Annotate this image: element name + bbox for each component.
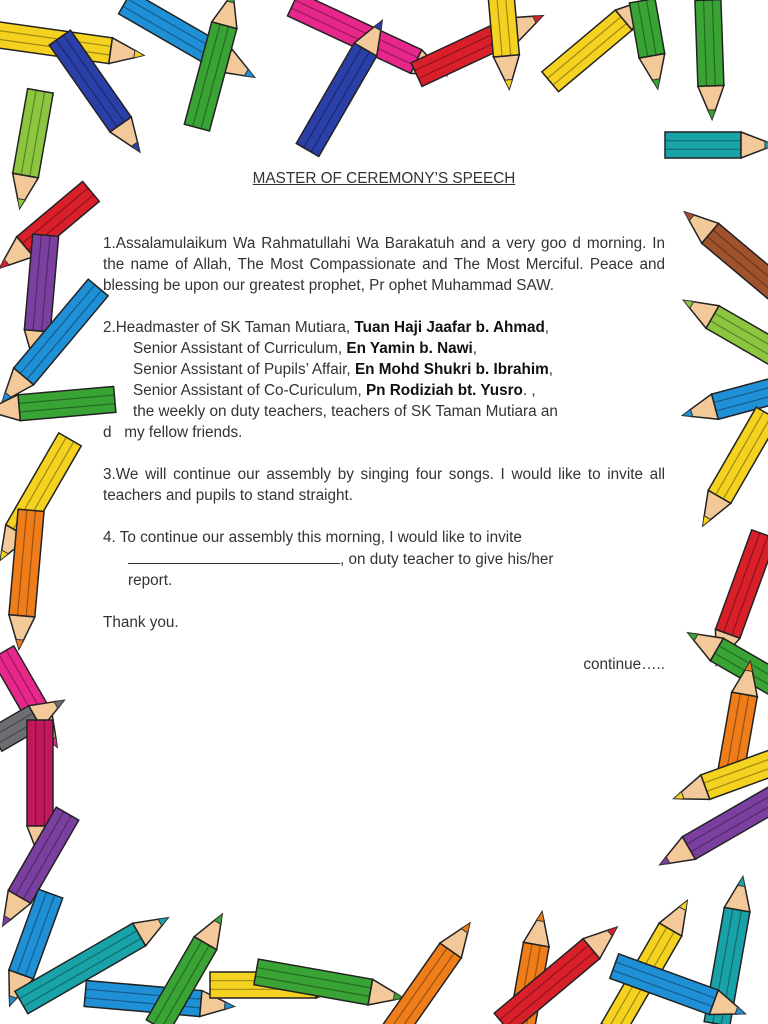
pencil-decoration <box>695 0 725 120</box>
p4-line-duty-teacher: , on duty teacher to give his/her <box>103 548 665 570</box>
p2-line-friends: d my fellow friends. <box>103 424 243 441</box>
p2-line-curriculum: Senior Assistant of Curriculum, En Yamin b. Nawi, <box>133 340 478 357</box>
p4-line-report: report. <box>128 572 173 589</box>
closing-text: Thank you. <box>103 614 179 631</box>
pencil-decoration <box>119 0 262 89</box>
headmaster-name: Tuan Haji Jaafar b. Ahmad <box>354 319 545 336</box>
p2-line-teachers: the weekly on duty teachers, teachers of SK Taman Mutiara an <box>133 403 558 420</box>
pupils-affair-assistant-name: En Mohd Shukri b. Ibrahim <box>354 361 549 378</box>
p2-line-cocurriculum: Senior Assistant of Co-Curiculum, Pn Rodiziah bt. Yusro. , <box>133 382 536 399</box>
p2-line-pupils-affair: Senior Assistant of Pupils’ Affair, En Mohd Shukri b. Ibrahim, <box>133 361 553 378</box>
pencil-decoration <box>254 959 406 1011</box>
p4-line-invite: 4. To continue our assembly this morning, I would like to invite <box>103 529 522 546</box>
pencil-decoration <box>7 89 53 212</box>
paragraph-1: 1.Assalamulaikum Wa Rahmatullahi Wa Barakatuh and a very goo d morning. In the name of Allah, The Most Compassionate and The Most Merciful. Peace and blessing be upon our greatest prophet, Pr ophet Muhammad SAW. <box>103 235 665 294</box>
pencil-decoration <box>494 917 626 1024</box>
paragraph-4 <box>103 527 665 591</box>
continue-text: continue….. <box>583 656 665 673</box>
paragraph-2 <box>103 317 665 443</box>
document-title: MASTER OF CEREMONY’S SPEECH <box>252 170 516 187</box>
pencil-decoration <box>676 201 768 298</box>
speech-document <box>103 168 665 696</box>
pencil-decoration <box>691 407 768 533</box>
curriculum-assistant-name: En Yamin b. Nawi <box>346 340 473 357</box>
pencil-decoration <box>411 4 549 87</box>
cocurriculum-assistant-name: Pn Rodiziah bt. Yusro <box>365 382 523 399</box>
pencil-decoration <box>665 132 768 158</box>
pencil-decoration <box>488 0 523 91</box>
name-blank-line <box>128 548 340 564</box>
pencil-decoration <box>629 0 670 92</box>
pencil-decoration <box>379 915 481 1024</box>
p2-line-headmaster: 2.Headmaster of SK Taman Mutiara, Tuan Haji Jaafar b. Ahmad, <box>103 319 550 336</box>
paragraph-3: 3.We will continue our assembly by singing four songs. I would like to invite all teachers and pupils to stand straight. <box>103 466 665 504</box>
pencil-decoration <box>677 289 768 372</box>
